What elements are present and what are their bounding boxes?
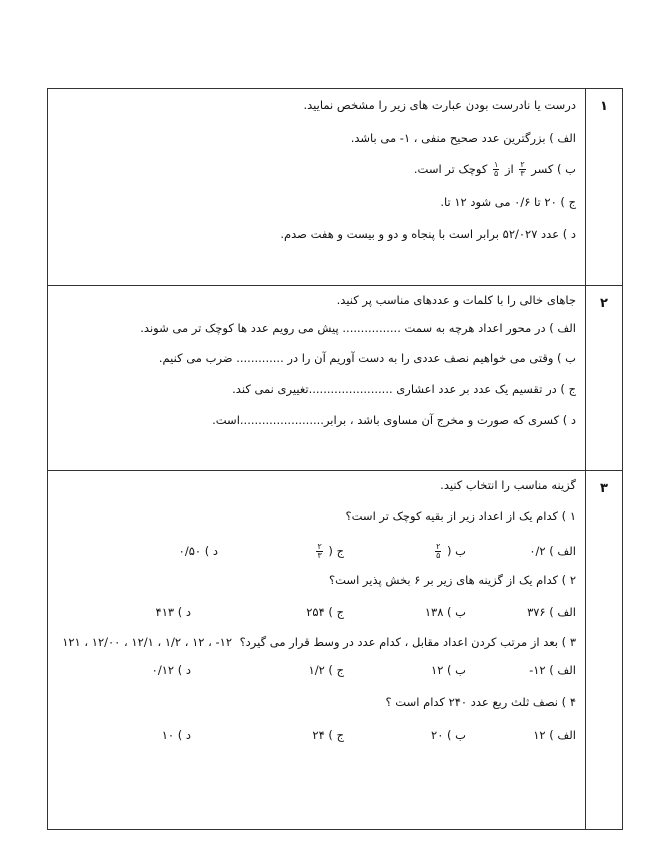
blank-a: الف ) در محور اعداد هرچه به سمت ................ پیش می رویم عدد ها کوچک تر می شوند. <box>140 321 576 335</box>
option-b[interactable] <box>433 543 466 560</box>
options-row-4 <box>62 727 576 745</box>
option-c[interactable]: ج ) ۲۴ <box>312 728 344 742</box>
exam-sheet <box>47 88 623 830</box>
question-1 <box>48 89 622 286</box>
question-number: ۲ <box>600 296 608 311</box>
fraction-denominator: ۳ <box>317 551 322 560</box>
statement-b-prefix: ب ) کسر <box>531 162 576 176</box>
option-label: ج ( <box>328 544 344 558</box>
question-title: درست یا نادرست بودن عبارت های زیر را مشخص نمایید. <box>303 98 576 112</box>
option-c[interactable] <box>314 543 344 560</box>
sub-question-4: ۴ ) نصف ثلث ربع عدد ۲۴۰ کدام است ؟ <box>385 695 576 709</box>
question-number-cell <box>585 89 622 285</box>
option-a[interactable]: الف ) ۱۲- <box>529 663 576 677</box>
option-a[interactable]: الف ) ۳۷۶ <box>527 605 576 619</box>
question-title: گزینه مناسب را انتخاب کنید. <box>440 478 576 492</box>
option-d[interactable]: د ) ۱۰ <box>161 728 191 742</box>
option-c[interactable]: ج ) ۲۵۴ <box>306 605 344 619</box>
option-b[interactable]: ب ) ۱۳۸ <box>424 605 466 619</box>
options-row-1 <box>62 543 576 561</box>
blank-d: د ) کسری که صورت و مخرج آن مساوی باشد ، برابر.......................است. <box>212 413 576 427</box>
fraction-numerator: ۲ <box>520 160 525 169</box>
question-number-cell <box>585 286 622 470</box>
option-a[interactable]: الف ) ۰/۲ <box>529 544 576 558</box>
question-number: ۱ <box>600 99 608 114</box>
fraction-denominator: ۵ <box>436 551 441 560</box>
fraction <box>316 543 322 560</box>
fraction <box>435 543 441 560</box>
fraction-numerator: ۱ <box>493 160 499 169</box>
statement-b-middle: از <box>504 162 514 176</box>
fraction-numerator: ۲ <box>436 542 441 551</box>
option-c[interactable]: ج ) ۱/۲ <box>308 663 344 677</box>
sub-question-2: ۲ ) کدام یک از گزینه های زیر بر ۶ بخش پذیر است؟ <box>329 573 576 587</box>
statement-b <box>414 161 576 178</box>
question-2 <box>48 286 622 471</box>
question-number-cell <box>585 471 622 829</box>
number-list: ۱۲- ، ۱۲ ، ۱/۲ ، ۱۲/۱ ، ۱۲/۰۰ ، ۱۲۱ <box>62 635 232 649</box>
option-d[interactable]: د ) ۰/۵۰ <box>178 544 218 558</box>
option-label: ب ( <box>447 544 466 558</box>
option-d[interactable]: د ) ۰/۱۲ <box>151 663 191 677</box>
options-row-2 <box>62 604 576 622</box>
sub-question-3: ۳ ) بعد از مرتب کردن اعداد مقابل ، کدام عدد در وسط قرار می گیرد؟ <box>239 635 576 649</box>
fraction <box>493 161 499 178</box>
sub-question-1: ۱ ) کدام یک از اعداد زیر از بقیه کوچک تر است؟ <box>345 509 576 523</box>
options-row-3 <box>62 662 576 680</box>
blank-b: ب ) وقتی می خواهیم نصف عددی را به دست آوریم آن را در ............. ضرب می کنیم. <box>158 351 576 365</box>
question-3 <box>48 471 622 829</box>
option-a[interactable]: الف ) ۱۲ <box>533 728 576 742</box>
option-d[interactable]: د ) ۴۱۳ <box>155 605 191 619</box>
question-title: جاهای خالی را با کلمات و عددهای مناسب پر کنید. <box>336 293 576 307</box>
statement-b-suffix: کوچک تر است. <box>413 162 488 176</box>
statement-c: ج ) ۲۰ تا ۰/۶ می شود ۱۲ تا. <box>440 195 576 209</box>
fraction-numerator: ۲ <box>317 542 322 551</box>
fraction-denominator: ۵ <box>493 169 499 178</box>
statement-d: د ) عدد ۵۲/۰۲۷ برابر است با پنجاه و دو و بیست و هفت صدم. <box>280 227 576 241</box>
fraction-denominator: ۳ <box>520 169 525 178</box>
option-b[interactable]: ب ) ۱۲ <box>431 663 466 677</box>
fraction <box>519 161 525 178</box>
question-number: ۳ <box>600 481 608 496</box>
option-b[interactable]: ب ) ۲۰ <box>431 728 466 742</box>
blank-c: ج ) در تقسیم یک عدد بر عدد اعشاری .......................تغییری نمی کند. <box>232 382 576 396</box>
statement-a: الف ) بزرگترین عدد صحیح منفی ، ۱- می باشد. <box>350 131 576 145</box>
